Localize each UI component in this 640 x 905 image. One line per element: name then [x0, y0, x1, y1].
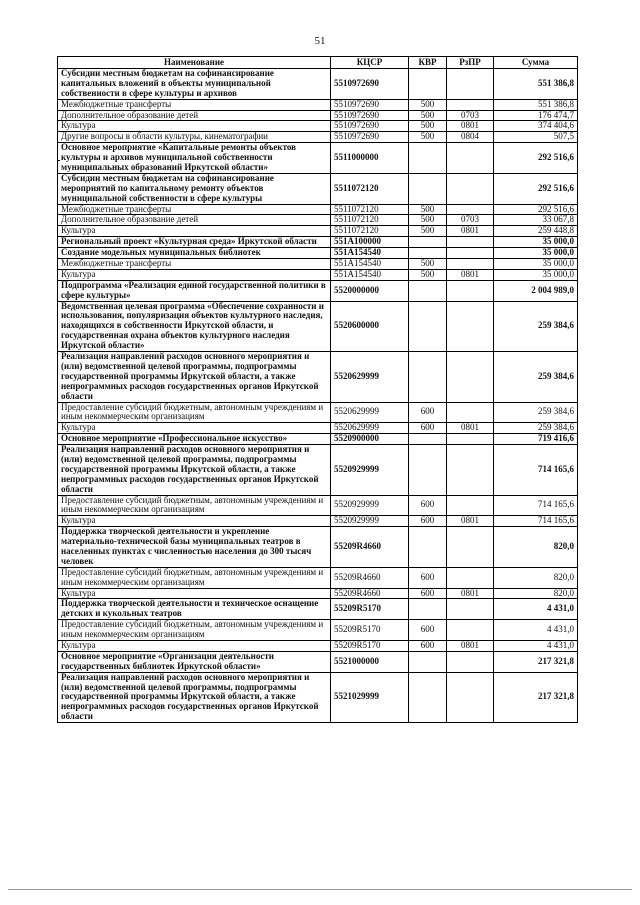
- table-row: [58, 132, 578, 143]
- cell-kvr: [409, 434, 447, 445]
- cell-sum: 820,0: [494, 567, 578, 588]
- cell-sum: 507,5: [494, 132, 578, 143]
- cell-kcsr: 5520929999: [331, 516, 409, 527]
- cell-rzpr: [447, 204, 494, 215]
- table-row: [58, 434, 578, 445]
- cell-rzpr: 0801: [447, 226, 494, 237]
- cell-kvr: 500: [409, 204, 447, 215]
- cell-kcsr: 55209R5170: [331, 640, 409, 651]
- cell-rzpr: [447, 402, 494, 423]
- cell-kcsr: 55209R5170: [331, 620, 409, 641]
- cell-sum: 714 165,6: [494, 516, 578, 527]
- cell-sum: 551 386,8: [494, 99, 578, 110]
- cell-rzpr: 0801: [447, 121, 494, 132]
- table-row: [58, 226, 578, 237]
- cell-name: Культура: [58, 516, 331, 527]
- cell-rzpr: [447, 599, 494, 620]
- cell-sum: 551 386,8: [494, 69, 578, 100]
- table-body: [58, 69, 578, 723]
- cell-rzpr: [447, 280, 494, 301]
- cell-name: Предоставление субсидий бюджетным, автономным учреждениям и иным некоммерческим организациям: [58, 402, 331, 423]
- cell-sum: 820,0: [494, 588, 578, 599]
- header-kcsr: КЦСР: [331, 57, 409, 69]
- cell-kcsr: 5520929999: [331, 495, 409, 516]
- header-kvr: КВР: [409, 57, 447, 69]
- cell-rzpr: [447, 248, 494, 259]
- cell-kvr: 600: [409, 588, 447, 599]
- header-sum: Сумма: [494, 57, 578, 69]
- cell-kvr: [409, 445, 447, 495]
- cell-rzpr: [447, 672, 494, 722]
- table-row: [58, 672, 578, 722]
- cell-kvr: 600: [409, 567, 447, 588]
- table-row: [58, 280, 578, 301]
- cell-kvr: 500: [409, 121, 447, 132]
- scan-edge-line: [8, 889, 632, 890]
- table-row: [58, 259, 578, 270]
- cell-kvr: 600: [409, 402, 447, 423]
- cell-name: Культура: [58, 121, 331, 132]
- cell-kvr: [409, 672, 447, 722]
- cell-kvr: 500: [409, 259, 447, 270]
- table-row: [58, 402, 578, 423]
- cell-kvr: 500: [409, 110, 447, 121]
- budget-table: [57, 56, 578, 723]
- cell-name: Поддержка творческой деятельности и техническое оснащение детских и кукольных театров: [58, 599, 331, 620]
- cell-name: Основное мероприятие «Капитальные ремонты объектов культуры и архивов муниципальной собственности муниципальных образований Иркутской области»: [58, 143, 331, 174]
- cell-rzpr: [447, 143, 494, 174]
- cell-kcsr: 5510972690: [331, 132, 409, 143]
- cell-kvr: [409, 527, 447, 568]
- cell-kvr: [409, 143, 447, 174]
- cell-rzpr: 0801: [447, 588, 494, 599]
- cell-sum: 35 000,0: [494, 248, 578, 259]
- cell-name: Основное мероприятие «Организация деятельности государственных библиотек Иркутской области»: [58, 651, 331, 672]
- cell-rzpr: [447, 567, 494, 588]
- cell-kcsr: 5521029999: [331, 672, 409, 722]
- table-header-row: [58, 57, 578, 69]
- cell-kvr: [409, 69, 447, 100]
- table-row: [58, 567, 578, 588]
- cell-name: Реализация направлений расходов основного мероприятия и (или) ведомственной целевой программы, подпрограммы государственной программы Иркутской области, а также непрограммных расходов государственных органов Иркутской области: [58, 352, 331, 402]
- cell-sum: 4 431,0: [494, 599, 578, 620]
- table-row: [58, 237, 578, 248]
- table-row: [58, 301, 578, 351]
- cell-kcsr: 55209R4660: [331, 588, 409, 599]
- cell-kcsr: 551A154540: [331, 259, 409, 270]
- cell-name: Реализация направлений расходов основного мероприятия и (или) ведомственной целевой программы, подпрограммы государственной программы Иркутской области, а также непрограммных расходов государственных органов Иркутской области: [58, 672, 331, 722]
- cell-kvr: 600: [409, 516, 447, 527]
- cell-sum: 4 431,0: [494, 620, 578, 641]
- cell-kvr: [409, 237, 447, 248]
- cell-name: Реализация направлений расходов основного мероприятия и (или) ведомственной целевой программы, подпрограммы государственной программы Иркутской области, а также непрограммных расходов государственных органов Иркутской области: [58, 445, 331, 495]
- table-row: [58, 651, 578, 672]
- table-row: [58, 445, 578, 495]
- table-row: [58, 143, 578, 174]
- cell-sum: 714 165,6: [494, 445, 578, 495]
- cell-name: Культура: [58, 640, 331, 651]
- cell-kvr: 500: [409, 269, 447, 280]
- table-row: [58, 69, 578, 100]
- cell-rzpr: 0801: [447, 516, 494, 527]
- cell-sum: 33 067,8: [494, 215, 578, 226]
- cell-kcsr: 5520629999: [331, 402, 409, 423]
- cell-kcsr: 551A154540: [331, 269, 409, 280]
- cell-name: Предоставление субсидий бюджетным, автономным учреждениям и иным некоммерческим организациям: [58, 567, 331, 588]
- cell-name: Культура: [58, 269, 331, 280]
- cell-kcsr: 5510972690: [331, 121, 409, 132]
- cell-sum: 259 384,6: [494, 301, 578, 351]
- cell-rzpr: [447, 237, 494, 248]
- cell-name: Межбюджетные трансферты: [58, 259, 331, 270]
- table-row: [58, 516, 578, 527]
- cell-kvr: [409, 651, 447, 672]
- cell-kvr: 600: [409, 495, 447, 516]
- cell-kvr: 500: [409, 215, 447, 226]
- page-number: 51: [314, 35, 326, 47]
- cell-name: Межбюджетные трансферты: [58, 204, 331, 215]
- cell-name: Поддержка творческой деятельности и укрепление материально-технической базы муниципальных театров в населенных пунктах с численностью населения до 300 тысяч человек: [58, 527, 331, 568]
- cell-sum: 35 000,0: [494, 259, 578, 270]
- cell-sum: 719 416,6: [494, 434, 578, 445]
- table-row: [58, 352, 578, 402]
- cell-name: Дополнительное образование детей: [58, 110, 331, 121]
- cell-sum: 292 516,6: [494, 143, 578, 174]
- cell-kvr: 600: [409, 640, 447, 651]
- cell-kcsr: 5510972690: [331, 69, 409, 100]
- cell-kcsr: 5520900000: [331, 434, 409, 445]
- cell-name: Культура: [58, 588, 331, 599]
- cell-kvr: [409, 173, 447, 204]
- cell-name: Ведомственная целевая программа «Обеспечение сохранности и использования, популяризация объектов культурного наследия, находящихся в собственности Иркутской области, и государственная охрана объектов культурного наследия Иркутской области»: [58, 301, 331, 351]
- cell-kcsr: 551A100000: [331, 237, 409, 248]
- table-row: [58, 495, 578, 516]
- cell-rzpr: [447, 352, 494, 402]
- cell-rzpr: [447, 99, 494, 110]
- table-row: [58, 173, 578, 204]
- cell-kcsr: 5510972690: [331, 99, 409, 110]
- cell-rzpr: 0703: [447, 110, 494, 121]
- cell-kvr: [409, 248, 447, 259]
- cell-name: Создание модельных муниципальных библиотек: [58, 248, 331, 259]
- cell-kvr: 500: [409, 99, 447, 110]
- table-row: [58, 204, 578, 215]
- cell-name: Культура: [58, 423, 331, 434]
- cell-name: Подпрограмма «Реализация единой государственной политики в сфере культуры»: [58, 280, 331, 301]
- cell-kcsr: 5511072120: [331, 215, 409, 226]
- cell-name: Другие вопросы в области культуры, кинематографии: [58, 132, 331, 143]
- cell-sum: 35 000,0: [494, 269, 578, 280]
- cell-sum: 259 384,6: [494, 423, 578, 434]
- cell-rzpr: [447, 620, 494, 641]
- table-row: [58, 99, 578, 110]
- cell-sum: 2 004 989,0: [494, 280, 578, 301]
- cell-name: Дополнительное образование детей: [58, 215, 331, 226]
- cell-kcsr: 551A154540: [331, 248, 409, 259]
- cell-sum: 259 384,6: [494, 352, 578, 402]
- cell-name: Региональный проект «Культурная среда» Иркутской области: [58, 237, 331, 248]
- cell-rzpr: [447, 259, 494, 270]
- cell-rzpr: 0801: [447, 269, 494, 280]
- cell-kcsr: 5520000000: [331, 280, 409, 301]
- cell-kcsr: 5520600000: [331, 301, 409, 351]
- table-row: [58, 248, 578, 259]
- cell-kvr: 600: [409, 620, 447, 641]
- cell-rzpr: 0801: [447, 423, 494, 434]
- cell-name: Субсидии местным бюджетам на софинансирование капитальных вложений в объекты муниципальной собственности в сфере культуры и архивов: [58, 69, 331, 100]
- cell-name: Предоставление субсидий бюджетным, автономным учреждениям и иным некоммерческим организациям: [58, 495, 331, 516]
- cell-rzpr: [447, 495, 494, 516]
- cell-kcsr: 5520629999: [331, 352, 409, 402]
- cell-name: Основное мероприятие «Профессиональное искусство»: [58, 434, 331, 445]
- cell-kcsr: 55209R5170: [331, 599, 409, 620]
- cell-sum: 217 321,8: [494, 651, 578, 672]
- cell-kcsr: 5520929999: [331, 445, 409, 495]
- cell-rzpr: [447, 527, 494, 568]
- cell-kvr: [409, 301, 447, 351]
- cell-rzpr: [447, 445, 494, 495]
- cell-sum: 292 516,6: [494, 204, 578, 215]
- cell-rzpr: [447, 301, 494, 351]
- cell-kcsr: 5511072120: [331, 204, 409, 215]
- cell-kcsr: 5511000000: [331, 143, 409, 174]
- cell-rzpr: 0801: [447, 640, 494, 651]
- cell-sum: 35 000,0: [494, 237, 578, 248]
- cell-sum: 4 431,0: [494, 640, 578, 651]
- cell-sum: 176 474,7: [494, 110, 578, 121]
- cell-kcsr: 55209R4660: [331, 567, 409, 588]
- header-name: Наименование: [58, 57, 331, 69]
- cell-kcsr: 55209R4660: [331, 527, 409, 568]
- cell-sum: 217 321,8: [494, 672, 578, 722]
- cell-rzpr: [447, 69, 494, 100]
- cell-kvr: 500: [409, 226, 447, 237]
- cell-kvr: 600: [409, 423, 447, 434]
- cell-name: Культура: [58, 226, 331, 237]
- table-row: [58, 110, 578, 121]
- cell-rzpr: [447, 651, 494, 672]
- cell-kvr: [409, 599, 447, 620]
- cell-kcsr: 5521000000: [331, 651, 409, 672]
- table-row: [58, 599, 578, 620]
- cell-sum: 714 165,6: [494, 495, 578, 516]
- cell-sum: 820,0: [494, 527, 578, 568]
- cell-sum: 292 516,6: [494, 173, 578, 204]
- table-row: [58, 620, 578, 641]
- cell-rzpr: 0804: [447, 132, 494, 143]
- table-row: [58, 121, 578, 132]
- cell-kvr: [409, 352, 447, 402]
- table-row: [58, 269, 578, 280]
- table-row: [58, 215, 578, 226]
- cell-name: Субсидии местным бюджетам на софинансирование мероприятий по капитальному ремонту объектов муниципальной собственности в сфере культуры: [58, 173, 331, 204]
- table-row: [58, 640, 578, 651]
- cell-name: Предоставление субсидий бюджетным, автономным учреждениям и иным некоммерческим организациям: [58, 620, 331, 641]
- table-row: [58, 423, 578, 434]
- cell-kcsr: 5511072120: [331, 173, 409, 204]
- cell-kcsr: 5511072120: [331, 226, 409, 237]
- cell-kvr: 500: [409, 132, 447, 143]
- cell-rzpr: [447, 173, 494, 204]
- cell-rzpr: 0703: [447, 215, 494, 226]
- header-rzpr: РзПР: [447, 57, 494, 69]
- cell-sum: 259 384,6: [494, 402, 578, 423]
- cell-kcsr: 5510972690: [331, 110, 409, 121]
- cell-sum: 259 448,8: [494, 226, 578, 237]
- cell-kcsr: 5520629999: [331, 423, 409, 434]
- cell-name: Межбюджетные трансферты: [58, 99, 331, 110]
- table-row: [58, 527, 578, 568]
- cell-kvr: [409, 280, 447, 301]
- cell-sum: 374 404,6: [494, 121, 578, 132]
- cell-rzpr: [447, 434, 494, 445]
- table-row: [58, 588, 578, 599]
